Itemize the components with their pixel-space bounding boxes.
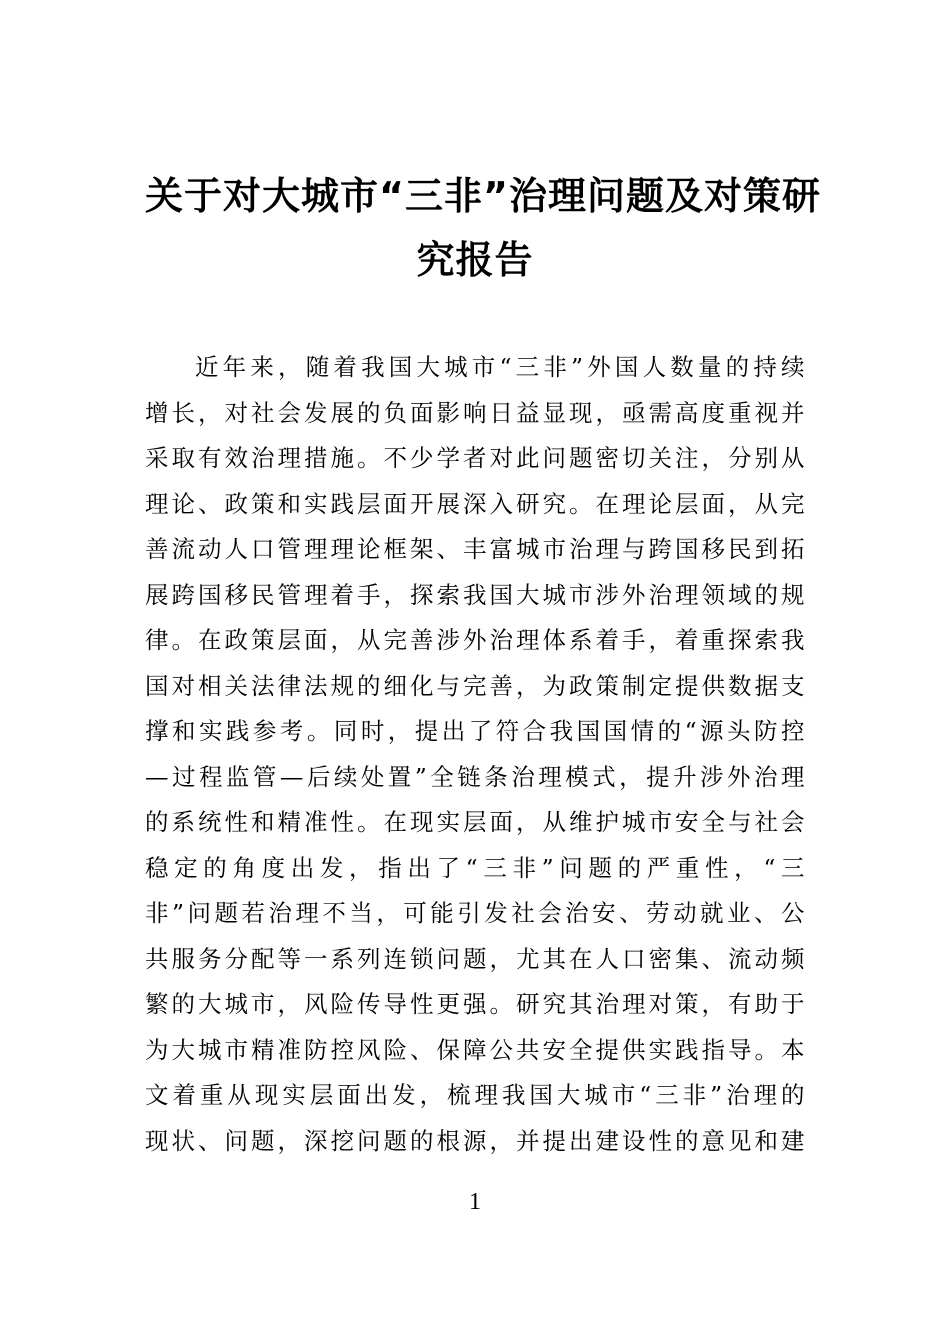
body-line: 的系统性和精准性。在现实层面，从维护城市安全与社会 bbox=[145, 808, 805, 836]
body-line: 繁的大城市，风险传导性更强。研究其治理对策，有助于 bbox=[145, 990, 805, 1018]
body-line: 展跨国移民管理着手，探索我国大城市涉外治理领域的规 bbox=[145, 580, 805, 609]
body-line: 理论、政策和实践层面开展深入研究。在理论层面，从完 bbox=[145, 489, 805, 518]
document-title bbox=[145, 164, 821, 292]
body-line: 非”问题若治理不当，可能引发社会治安、劳动就业、公 bbox=[145, 899, 805, 927]
body-line: 文着重从现实层面出发，梳理我国大城市“三非”治理的 bbox=[145, 1081, 805, 1109]
body-paragraph bbox=[145, 345, 805, 1164]
body-line: 为大城市精准防控风险、保障公共安全提供实践指导。本 bbox=[145, 1035, 805, 1064]
body-line: 采取有效治理措施。不少学者对此问题密切关注，分别从 bbox=[145, 444, 805, 472]
body-line: 近年来，随着我国大城市“三非”外国人数量的持续 bbox=[195, 353, 805, 381]
body-line: 稳定的角度出发，指出了“三非”问题的严重性，“三 bbox=[145, 853, 805, 882]
title-line-1: 关于对大城市“三非”治理问题及对策研 bbox=[145, 174, 821, 218]
body-line: 善流动人口管理理论框架、丰富城市治理与跨国移民到拓 bbox=[145, 535, 805, 563]
body-line: 撑和实践参考。同时，提出了符合我国国情的“源头防控 bbox=[145, 717, 805, 745]
body-line: —过程监管—后续处置”全链条治理模式，提升涉外治理 bbox=[145, 762, 805, 791]
body-line: 现状、问题，深挖问题的根源，并提出建设性的意见和建 bbox=[145, 1126, 805, 1155]
page-number: 1 bbox=[469, 1189, 481, 1215]
body-line: 增长，对社会发展的负面影响日益显现，亟需高度重视并 bbox=[145, 398, 805, 427]
body-line: 共服务分配等一系列连锁问题，尤其在人口密集、流动频 bbox=[145, 944, 805, 973]
title-line-2: 究报告 bbox=[416, 238, 534, 282]
body-line: 律。在政策层面，从完善涉外治理体系着手，着重探索我 bbox=[145, 626, 805, 654]
body-line: 国对相关法律法规的细化与完善，为政策制定提供数据支 bbox=[145, 671, 805, 700]
